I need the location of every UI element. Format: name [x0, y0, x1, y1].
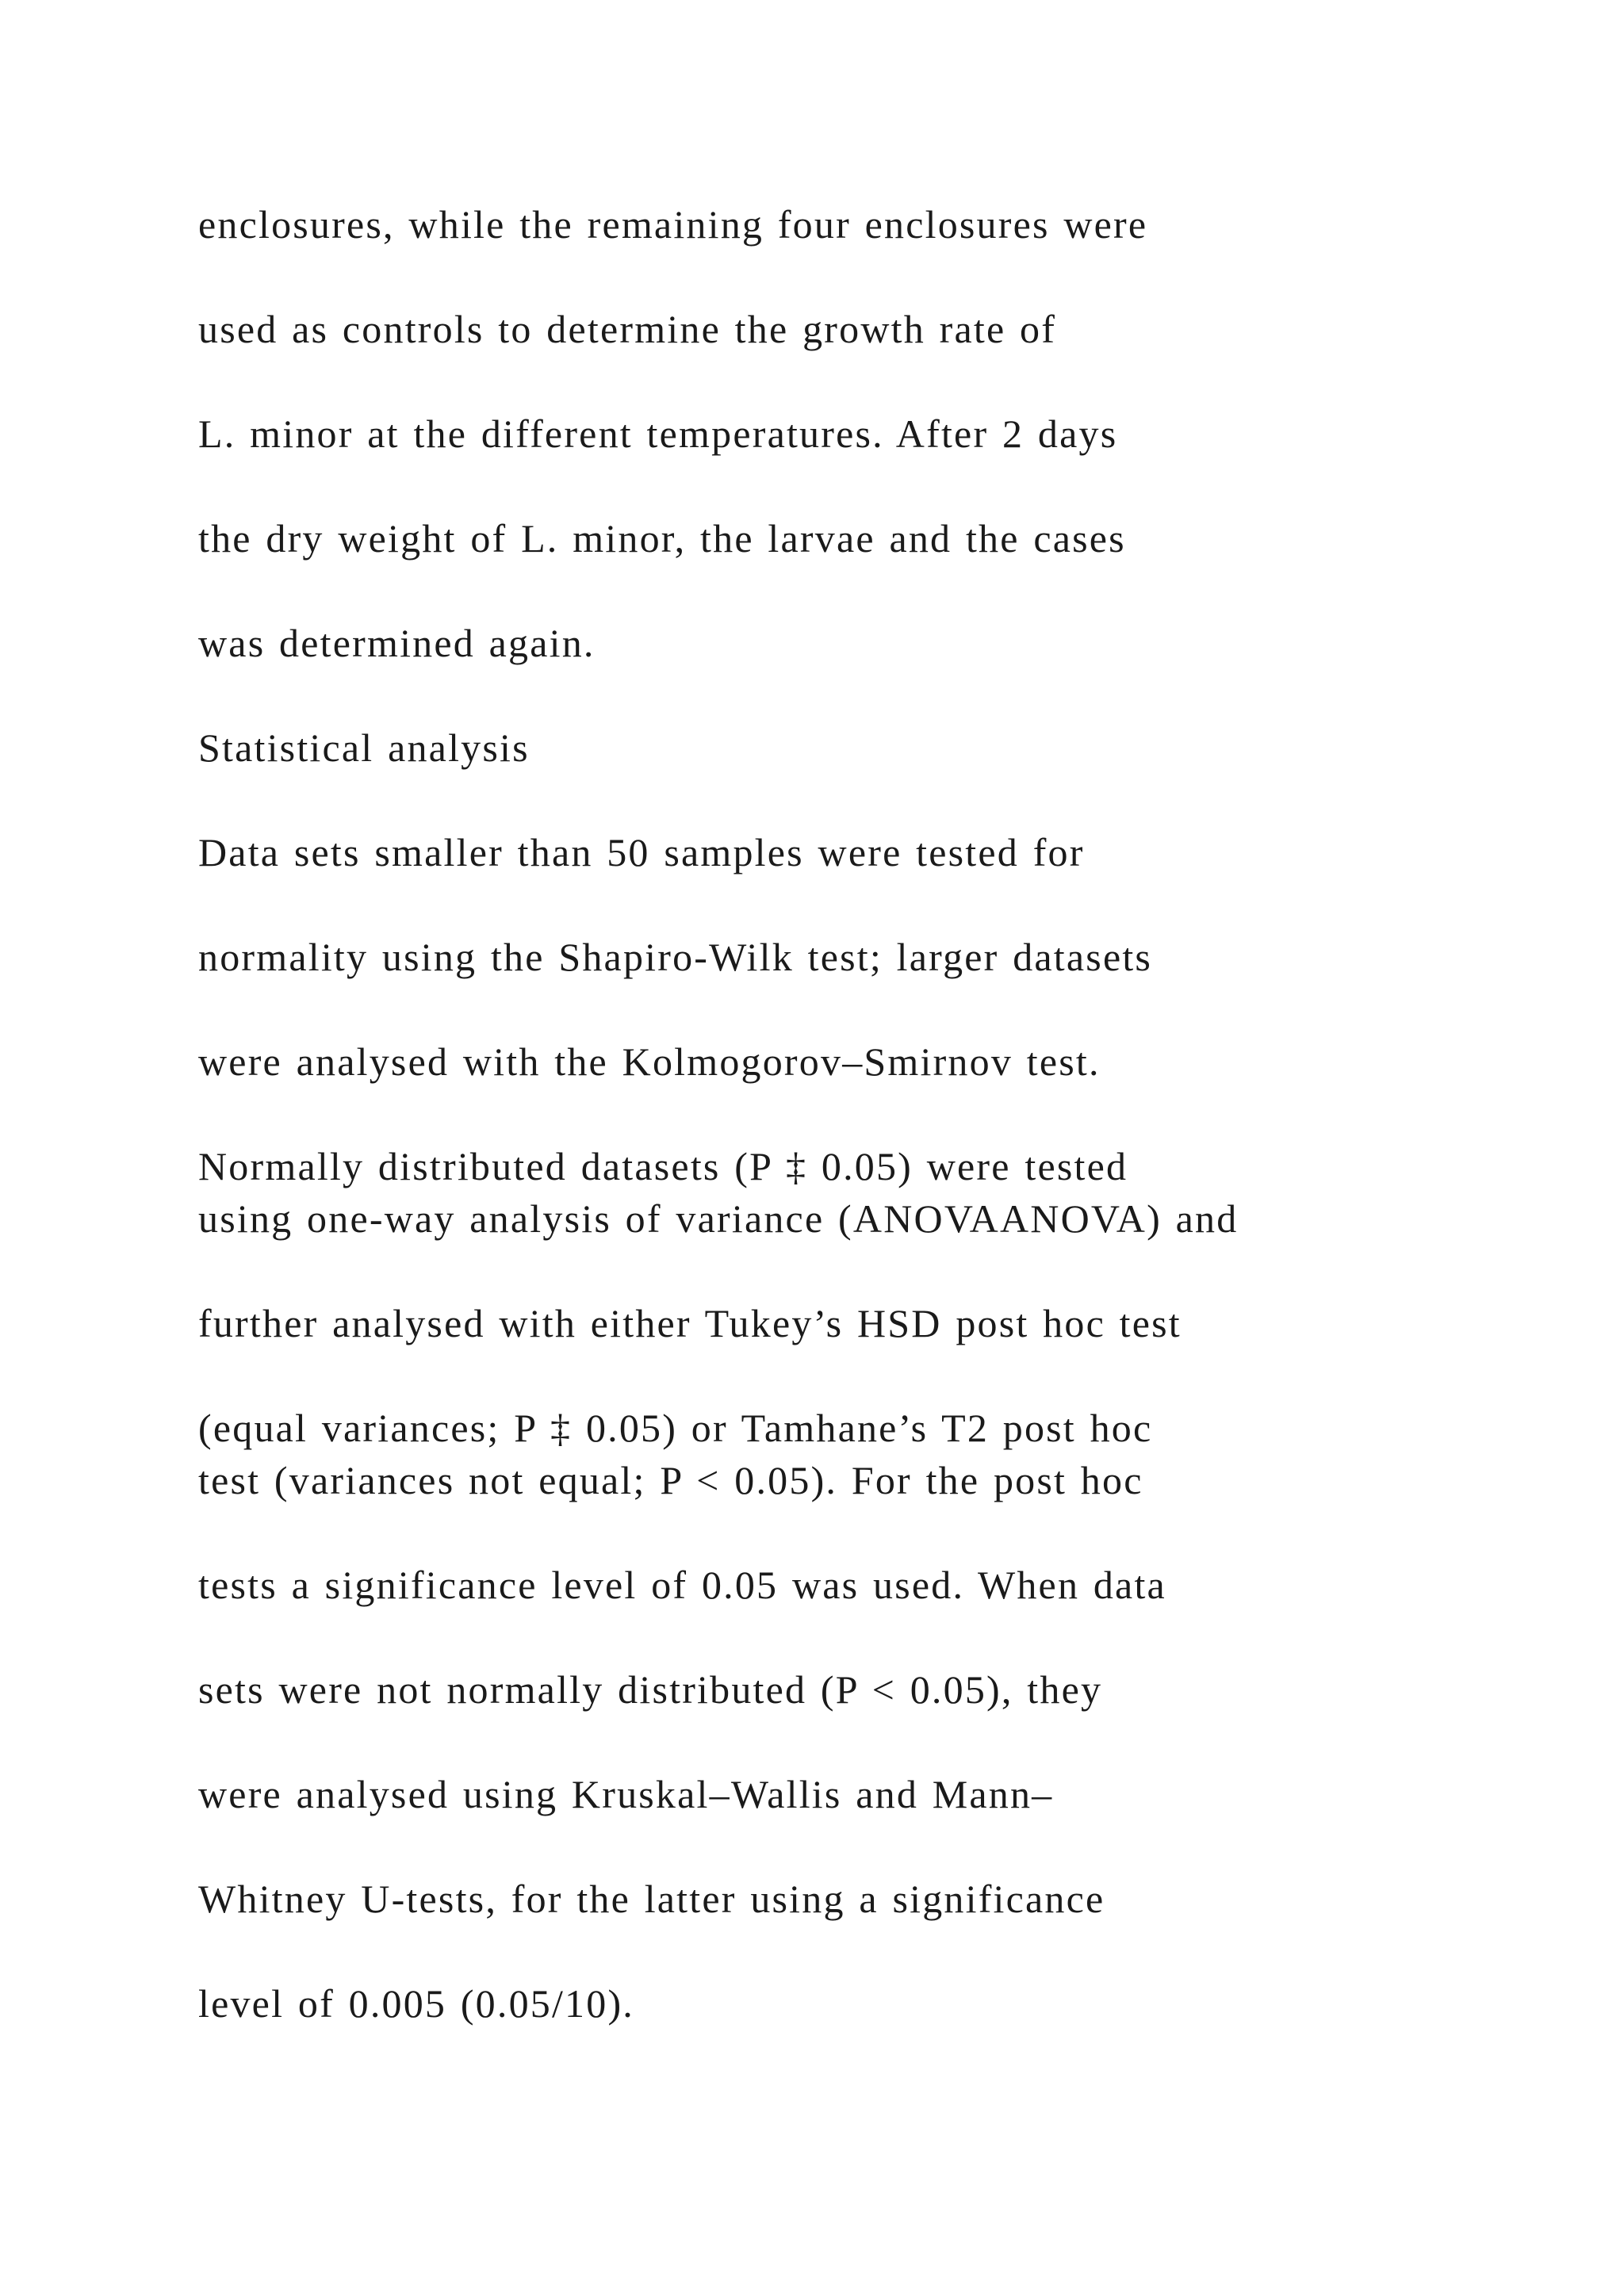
text-line-12: further analysed with either Tukey’s HSD post hoc test: [198, 1301, 1182, 1345]
text-line-1: enclosures, while the remaining four enclosures were: [198, 202, 1148, 247]
text-line-4: the dry weight of L. minor, the larvae and the cases: [198, 516, 1126, 561]
section-heading: Statistical analysis: [198, 725, 530, 770]
text-line-13: (equal variances; P ‡ 0.05) or Tamhane’s T2 post hoc: [198, 1406, 1153, 1450]
text-line-11: using one-way analysis of variance (ANOVAANOVA) and: [198, 1196, 1239, 1241]
text-line-9: were analysed with the Kolmogorov–Smirnov test.: [198, 1039, 1101, 1084]
text-line-16: sets were not normally distributed (P < 0.05), they: [198, 1667, 1103, 1712]
text-line-19: level of 0.005 (0.05/10).: [198, 1981, 635, 2026]
text-line-2: used as controls to determine the growth rate of: [198, 307, 1057, 351]
text-line-5: was determined again.: [198, 621, 596, 665]
text-line-3: L. minor at the different temperatures. After 2 days: [198, 411, 1118, 456]
text-line-7: Data sets smaller than 50 samples were tested for: [198, 830, 1085, 874]
text-line-17: were analysed using Kruskal–Wallis and Mann–: [198, 1772, 1054, 1816]
text-line-14: test (variances not equal; P < 0.05). For the post hoc: [198, 1458, 1143, 1502]
text-line-15: tests a significance level of 0.05 was used. When data: [198, 1563, 1166, 1607]
text-line-8: normality using the Shapiro-Wilk test; larger datasets: [198, 935, 1153, 979]
text-line-18: Whitney U-tests, for the latter using a significance: [198, 1877, 1105, 1921]
text-line-10: Normally distributed datasets (P ‡ 0.05) were tested: [198, 1144, 1128, 1188]
